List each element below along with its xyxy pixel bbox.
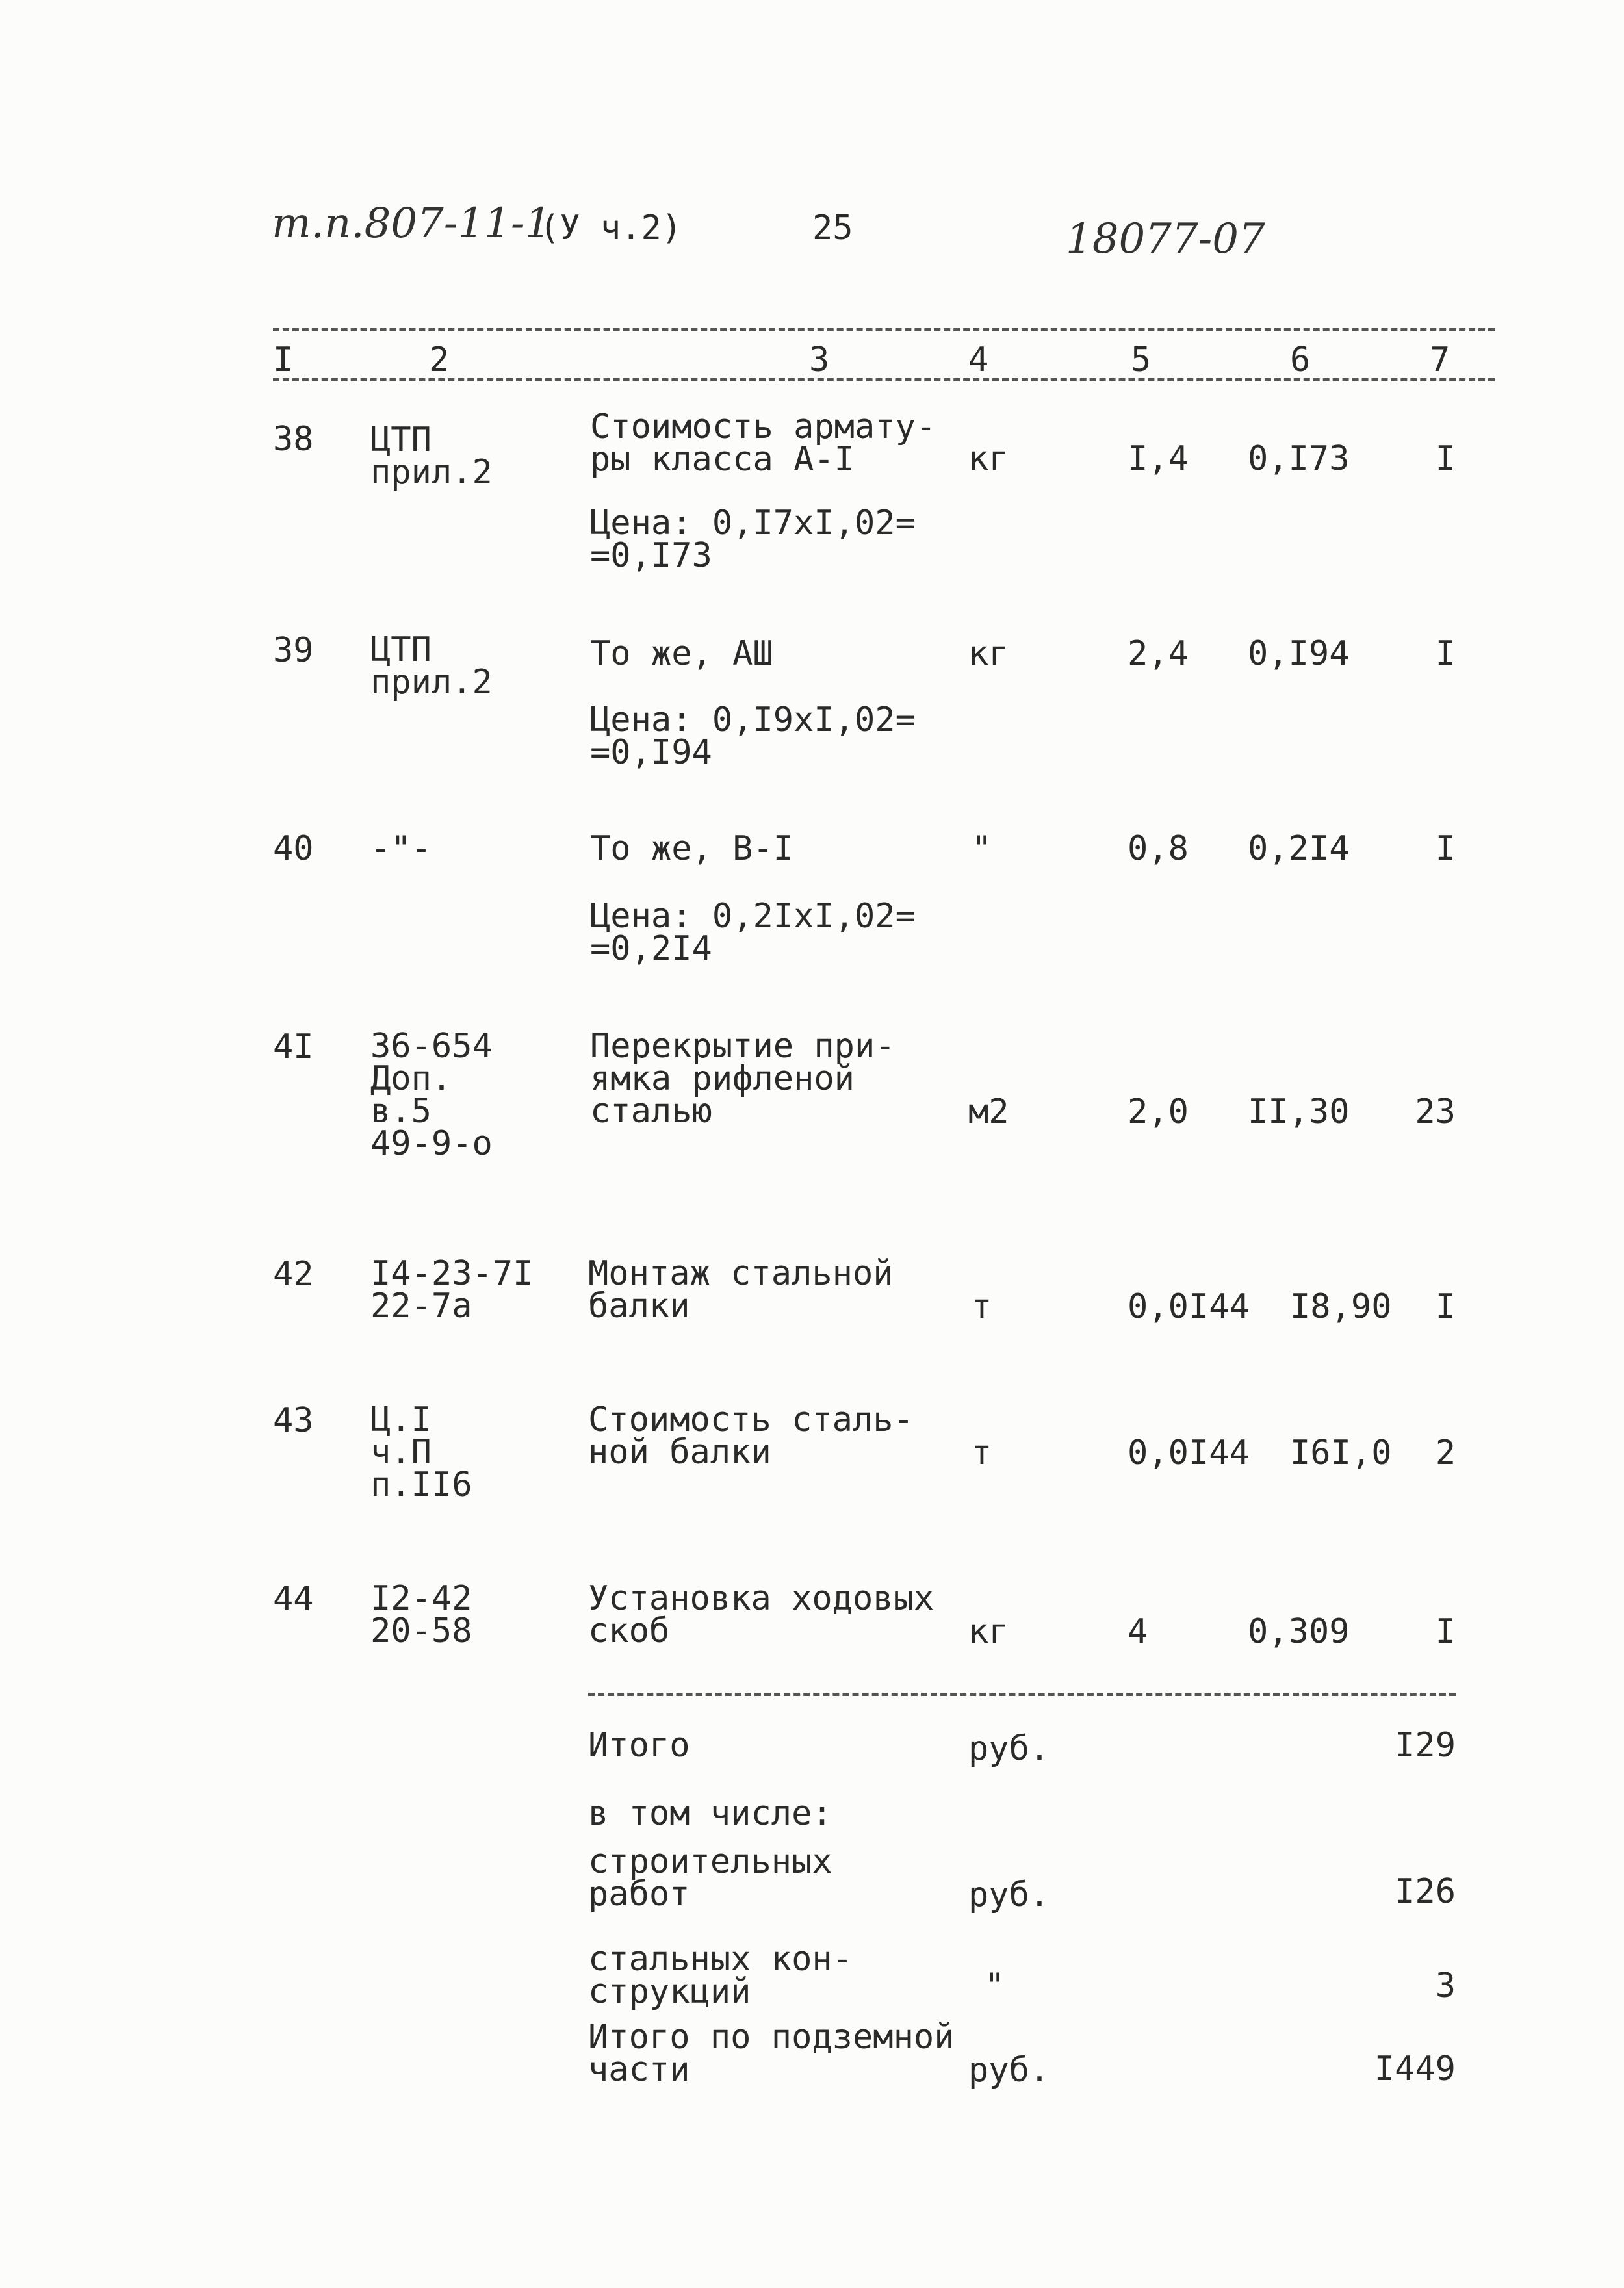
header-rule-bottom [273, 378, 1495, 381]
item-description: То же, АШ [590, 634, 773, 673]
unit-price: I6I,0 [1290, 1433, 1392, 1472]
norm-reference: 36-654 Доп. в.5 49-9-о [370, 1027, 493, 1163]
doc-reference: т.п.807-11-1 [272, 199, 552, 248]
quantity: 2,4 [1128, 634, 1189, 673]
totals-unit: " [985, 1966, 1005, 2005]
unit: м2 [968, 1092, 1009, 1131]
totals-label: Итого по подземной части [588, 2018, 955, 2089]
totals-value: I26 [1395, 1872, 1456, 1911]
norm-reference: I4-23-7I 22-7а [370, 1254, 534, 1326]
totals-value: I449 [1374, 2050, 1456, 2089]
total-cost: I [1435, 829, 1456, 868]
total-cost: I [1435, 1287, 1456, 1326]
norm-reference: ЦТП прил.2 [370, 420, 493, 492]
norm-reference: -"- [370, 829, 432, 868]
col-header-3: 3 [809, 341, 830, 379]
norm-reference: Ц.I ч.П п.II6 [370, 1400, 472, 1504]
unit-price: II,30 [1248, 1092, 1350, 1131]
quantity: 0,0I44 [1128, 1433, 1250, 1472]
totals-rule [588, 1693, 1456, 1696]
unit: т [972, 1287, 992, 1326]
total-cost: 2 [1435, 1433, 1456, 1472]
total-cost: I [1435, 634, 1456, 673]
totals-unit: руб. [968, 1875, 1050, 1914]
row-number: 43 [273, 1401, 314, 1440]
quantity: 4 [1128, 1612, 1148, 1651]
price-calculation: Цена: 0,2IxI,02= =0,2I4 [590, 897, 916, 968]
price-calculation: Цена: 0,I9xI,02= =0,I94 [590, 701, 916, 772]
norm-reference: ЦТП прил.2 [370, 630, 493, 702]
row-number: 4I [273, 1027, 314, 1066]
item-description: Перекрытие при- ямка рифленой сталью [590, 1027, 896, 1131]
row-number: 44 [273, 1580, 314, 1619]
col-header-7: 7 [1430, 341, 1450, 379]
header-rule-top [273, 328, 1495, 331]
col-header-1: I [273, 341, 294, 379]
totals-label: в том числе: [588, 1794, 832, 1833]
page-number: 25 [812, 209, 853, 248]
totals-value: 3 [1435, 1966, 1456, 2005]
totals-unit: руб. [968, 1729, 1050, 1768]
item-description: Установка ходовых скоб [588, 1579, 934, 1651]
row-number: 38 [273, 420, 314, 459]
unit: " [972, 829, 992, 868]
quantity: 0,8 [1128, 829, 1189, 868]
row-number: 40 [273, 829, 314, 868]
unit-price: 0,I73 [1248, 439, 1350, 478]
quantity: 2,0 [1128, 1092, 1189, 1131]
unit-price: 0,2I4 [1248, 829, 1350, 868]
row-number: 42 [273, 1255, 314, 1294]
unit: кг [968, 634, 1009, 673]
archive-number: 18077-07 [1066, 215, 1265, 263]
total-cost: I [1435, 1612, 1456, 1651]
totals-label: строительных работ [588, 1842, 832, 1914]
col-header-5: 5 [1131, 341, 1152, 379]
total-cost: I [1435, 439, 1456, 478]
unit: кг [968, 1612, 1009, 1651]
totals-value: I29 [1395, 1726, 1456, 1765]
row-number: 39 [273, 631, 314, 670]
unit-price: 0,I94 [1248, 634, 1350, 673]
col-header-6: 6 [1290, 341, 1311, 379]
norm-reference: I2-42 20-58 [370, 1579, 472, 1651]
item-description: Стоимость сталь- ной балки [588, 1400, 914, 1472]
quantity: 0,0I44 [1128, 1287, 1250, 1326]
unit-price: 0,309 [1248, 1612, 1350, 1651]
totals-label: Итого [588, 1726, 690, 1765]
section-label: (У ч.2) [539, 209, 682, 248]
item-description: Монтаж стальной балки [588, 1254, 894, 1326]
item-description: То же, В-I [590, 829, 794, 868]
totals-unit: руб. [968, 2051, 1050, 2090]
unit-price: I8,90 [1290, 1287, 1392, 1326]
col-header-4: 4 [968, 341, 989, 379]
col-header-2: 2 [429, 341, 450, 379]
quantity: I,4 [1128, 439, 1189, 478]
totals-label: стальных кон- струкций [588, 1940, 853, 2011]
item-description: Стоимость армату- ры класса А-I [590, 407, 936, 479]
unit: кг [968, 439, 1009, 478]
price-calculation: Цена: 0,I7xI,02= =0,I73 [590, 504, 916, 575]
unit: т [972, 1433, 992, 1472]
total-cost: 23 [1415, 1092, 1456, 1131]
